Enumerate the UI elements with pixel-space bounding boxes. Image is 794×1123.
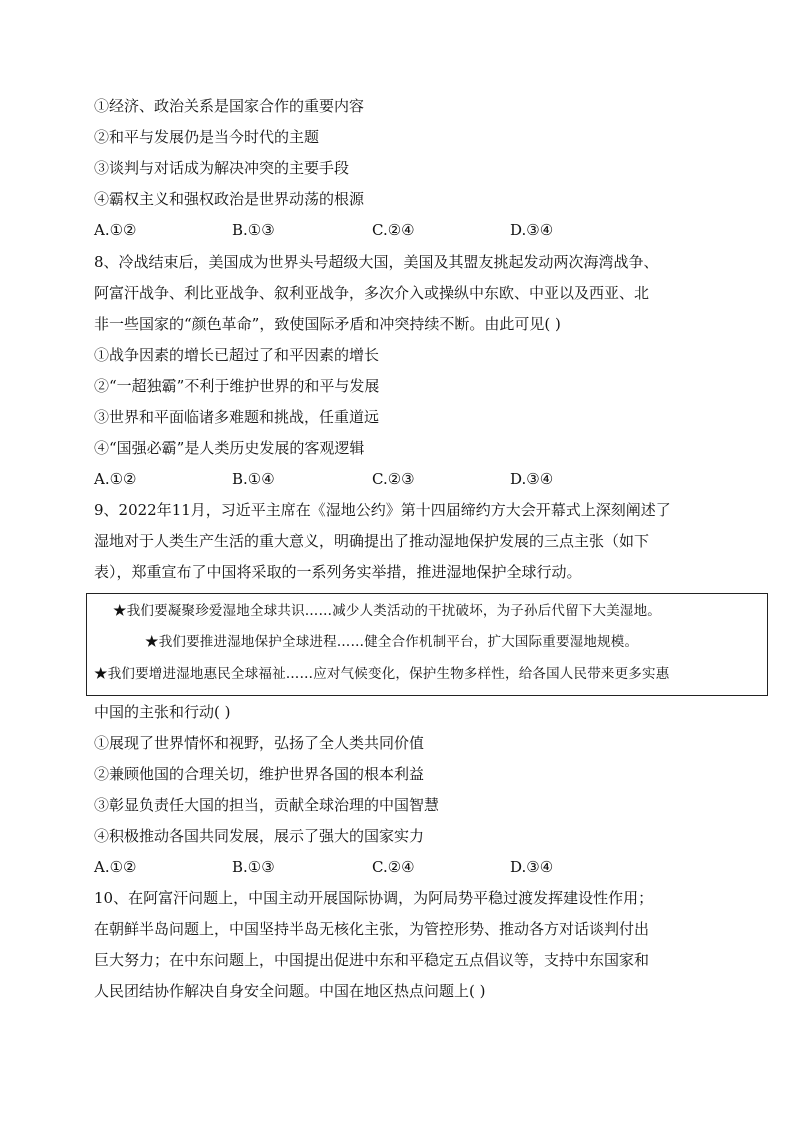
q9-stem-line-3: 表），郑重宣布了中国将采取的一系列务实举措，推进湿地保护全球行动。 [94, 563, 582, 581]
q8-option-a: A.①② [94, 470, 137, 488]
q8-statement-2: ②“一超独霸”不利于维护世界的和平与发展 [94, 377, 380, 395]
q10-stem-line-4: 人民团结协作解决自身安全问题。中国在地区热点问题上( ) [94, 982, 486, 1000]
q7-option-a: A.①② [94, 221, 137, 239]
q10-stem-line-3: 巨大努力；在中东问题上，中国提出促进中东和平稳定五点倡议等，支持中东国家和 [94, 951, 650, 969]
q9-table-row-1: ★我们要凝聚珍爱湿地全球共识……减少人类活动的干扰破坏，为子孙后代留下大美湿地。 [113, 603, 661, 619]
q10-stem-line-1: 10、在阿富汗问题上，中国主动开展国际协调，为阿局势平稳过渡发挥建设性作用； [94, 889, 654, 907]
q9-table [86, 593, 768, 696]
q8-stem-line-1: 8、冷战结束后，美国成为世界头号超级大国，美国及其盟友挑起发动两次海湾战争、 [94, 253, 659, 271]
q9-stem-line-2: 湿地对于人类生产生活的重大意义，明确提出了推动湿地保护发展的三点主张（如下 [94, 532, 650, 550]
q8-statement-1: ①战争因素的增长已超过了和平因素的增长 [94, 346, 380, 364]
q8-statement-3: ③世界和平面临诸多难题和挑战，任重道远 [94, 408, 380, 426]
q9-statement-1: ①展现了世界情怀和视野，弘扬了全人类共同价值 [94, 734, 425, 752]
q7-statement-1: ①经济、政治关系是国家合作的重要内容 [94, 97, 365, 115]
q8-statement-4: ④“国强必霸”是人类历史发展的客观逻辑 [94, 439, 365, 457]
q9-option-b: B.①③ [232, 858, 275, 876]
q9-statement-2: ②兼顾他国的合理关切，维护世界各国的根本利益 [94, 765, 425, 783]
q9-statement-3: ③彰显负责任大国的担当，贡献全球治理的中国智慧 [94, 796, 440, 814]
q9-statement-4: ④积极推动各国共同发展，展示了强大的国家实力 [94, 827, 425, 845]
q8-option-b: B.①④ [232, 470, 275, 488]
q8-option-c: C.②③ [372, 470, 415, 488]
q8-option-d: D.③④ [510, 470, 554, 488]
q8-stem-line-2: 阿富汗战争、利比亚战争、叙利亚战争，多次介入或操纵中东欧、中亚以及西亚、北 [94, 284, 650, 302]
q7-option-d: D.③④ [510, 221, 554, 239]
q10-stem-line-2: 在朝鲜半岛问题上，中国坚持半岛无核化主张，为管控形势、推动各方对话谈判付出 [94, 920, 650, 938]
q7-option-b: B.①③ [232, 221, 275, 239]
q8-stem-line-3: 非一些国家的“颜色革命”，致使国际矛盾和冲突持续不断。由此可见( ) [94, 315, 561, 333]
q7-statement-2: ②和平与发展仍是当今时代的主题 [94, 128, 320, 146]
q9-stem-line-1: 9、2022年11月，习近平主席在《湿地公约》第十四届缔约方大会开幕式上深刻阐述了 [94, 501, 671, 519]
q9-option-d: D.③④ [510, 858, 554, 876]
q7-statement-4: ④霸权主义和强权政治是世界动荡的根源 [94, 190, 365, 208]
q9-table-row-2: ★我们要推进湿地保护全球进程……健全合作机制平台，扩大国际重要湿地规模。 [145, 634, 639, 650]
q9-question: 中国的主张和行动( ) [94, 703, 231, 721]
q7-option-c: C.②④ [372, 221, 415, 239]
q7-statement-3: ③谈判与对话成为解决冲突的主要手段 [94, 159, 350, 177]
q9-table-row-3: ★我们要增进湿地惠民全球福祉……应对气候变化，保护生物多样性，给各国人民带来更多实惠 [94, 666, 670, 682]
q9-option-c: C.②④ [372, 858, 415, 876]
q9-option-a: A.①② [94, 858, 137, 876]
